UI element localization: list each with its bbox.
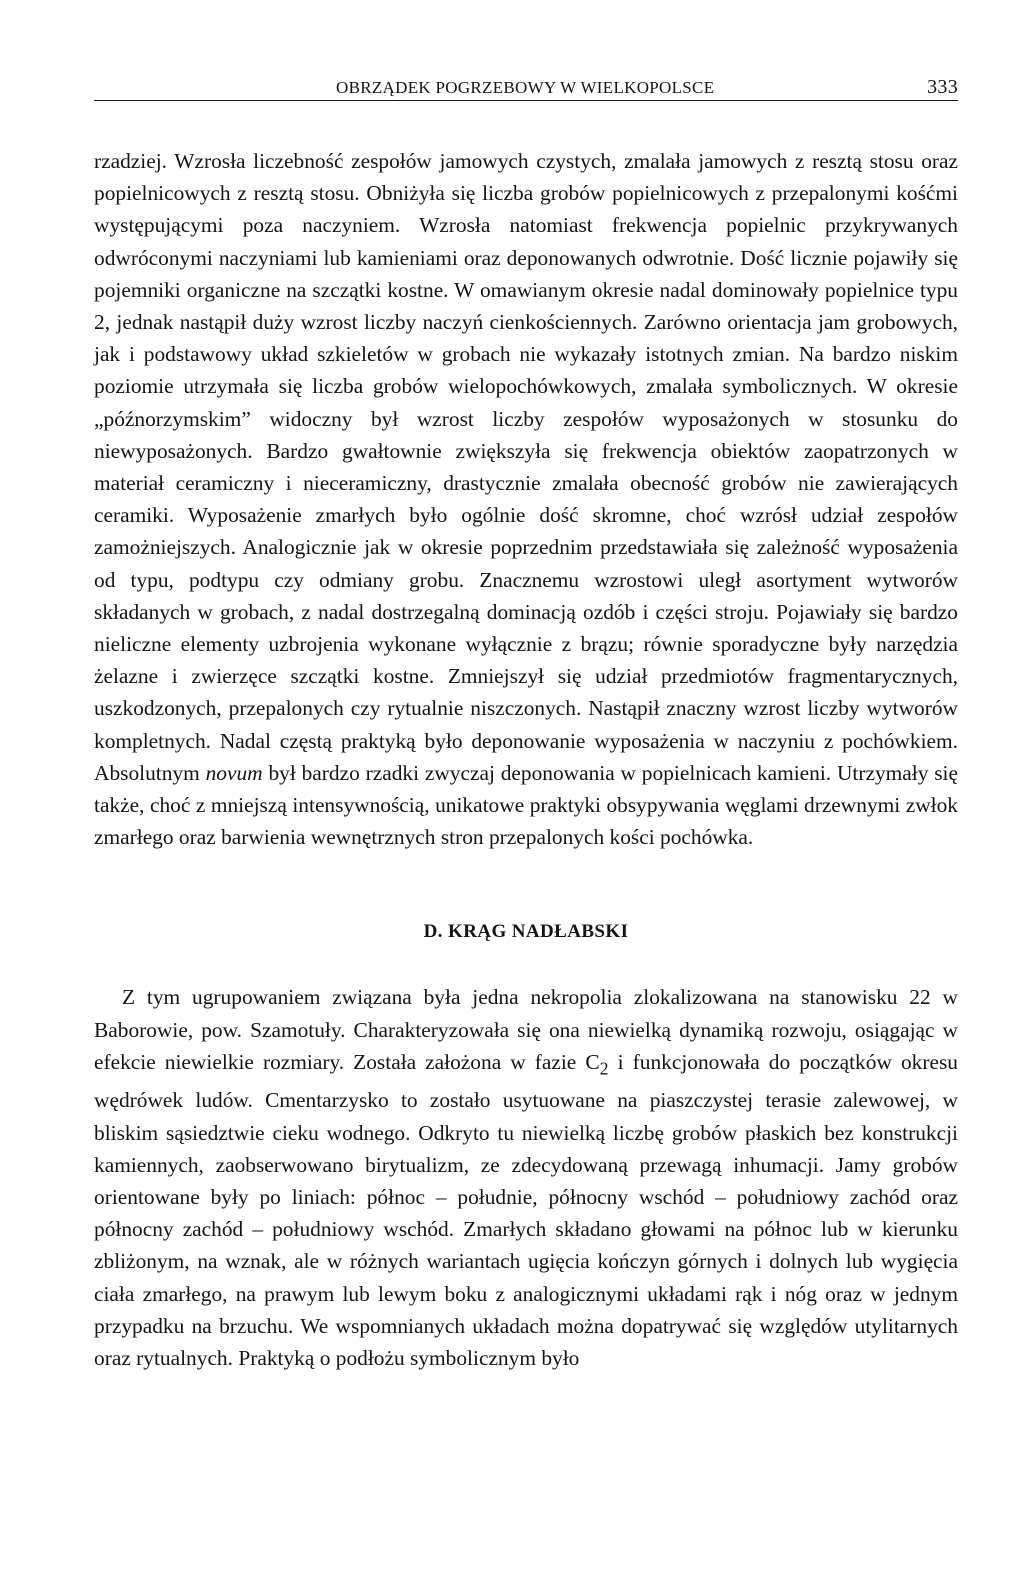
paragraph-1-text-a: rzadziej. Wzrosła liczebność zespołów jamowych czystych, zmalała jamowych z resztą stosu oraz popielnicowych z resztą stosu. Obniżyła się liczba grobów popielnicowych z przepalonymi kośćmi występującymi poza naczyniem. Wzrosła natomiast frekwencja popielnic przykrywanych odwróconymi naczyniami lub kamieniami oraz deponowanych odwrotnie. Dość licznie pojawiły się pojemniki organiczne na szczątki kostne. W omawianym okresie nadal dominowały popielnice typu 2, jednak nastąpił duży wzrost liczby naczyń cienkościennych. Zarówno orientacja jam grobowych, jak i podstawowy układ szkieletów w grobach nie wykazały istotnych zmian. Na bardzo niskim poziomie utrzymała się liczba grobów wielopochówkowych, zmalała symbolicznych. W okresie „późnorzymskim” widoczny był wzrost liczby zespołów wyposażonych w stosunku do niewyposażonych. Bardzo gwałtownie zwiększyła się frekwencja obiektów zaopatrzonych w materiał ceramiczny i nieceramiczny, drastycznie zmalała obecność grobów nie zawierających ceramiki. Wyposażenie zmarłych było ogólnie dość skromne, choć wzrósł udział zespołów zamożniejszych. Analogicznie jak w okresie poprzednim przedstawiała się zależność wyposażenia od typu, podtypu czy odmiany grobu. Znacznemu wzrostowi uległ asortyment wytworów składanych w grobach, z nadal dostrzegalną dominacją ozdób i części stroju. Pojawiały się bardzo nieliczne elementy uzbrojenia wykonane wyłącznie z brązu; równie sporadyczne były narzędzia żelazne i zwierzęce szczątki kostne. Zmniejszył się udział przedmiotów fragmentarycznych, uszkodzonych, przepalonych czy rytualnie niszczonych. Nastąpił znaczny wzrost liczby wytworów kompletnych. Nadal częstą praktyką było deponowanie wyposażenia w naczyniu z pochówkiem. Absolutnym <box>94 149 958 785</box>
paragraph-2 <box>94 981 958 1374</box>
page-number: 333 <box>927 76 958 98</box>
paragraph-1-text-b: był bardzo rzadki zwyczaj deponowania w popielnicach kamieni. Utrzymały się także, choć z mniejszą intensywnością, unikatowe praktyki obsypywania węglami drzewnymi zwłok zmarłego oraz barwienia wewnętrznych stron przepalonych kości pochówka. <box>94 760 958 850</box>
italic-term: novum <box>205 760 263 785</box>
running-header <box>94 68 958 101</box>
section-heading: D. KRĄG NADŁABSKI <box>423 921 629 943</box>
book-page <box>94 68 958 1374</box>
paragraph-2-text-b: i funkcjonowała do początków okresu wędrówek ludów. Cmentarzysko to zostało usytuowane na piaszczystej terasie zalewowej, w bliskim sąsiedztwie cieku wodnego. Odkryto tu niewielką liczbę grobów płaskich bez konstrukcji kamiennych, zaobserwowano birytualizm, ze zdecydowaną przewagą inhumacji. Jamy grobów orientowane były po liniach: północ – południe, północny wschód – południowy zachód oraz północny zachód – południowy wschód. Zmarłych składano głowami na północ lub w kierunku zbliżonym, na wznak, ale w różnych wariantach ugięcia kończyn górnych i dolnych lub wygięcia ciała zmarłego, na prawym lub lewym boku z analogicznymi układami rąk i nóg oraz w jednym przypadku na brzuchu. We wspomnianych układach można dopatrywać się względów utylitarnych oraz rytualnych. Praktyką o podłożu symbolicznym było <box>94 1049 958 1370</box>
phase-subscript: 2 <box>599 1058 609 1079</box>
paragraph-2-text-a: Z tym ugrupowaniem związana była jedna nekropolia zlokalizowana na stanowisku 22 w Baborowie, pow. Szamotuły. Charakteryzowała się ona niewielką dynamiką rozwoju, osiągając w efekcie niewielkie rozmiary. Została założona w fazie C <box>94 985 958 1074</box>
running-title: OBRZĄDEK POGRZEBOWY W WIELKOPOLSCE <box>336 78 715 97</box>
paragraph-1 <box>94 145 958 853</box>
